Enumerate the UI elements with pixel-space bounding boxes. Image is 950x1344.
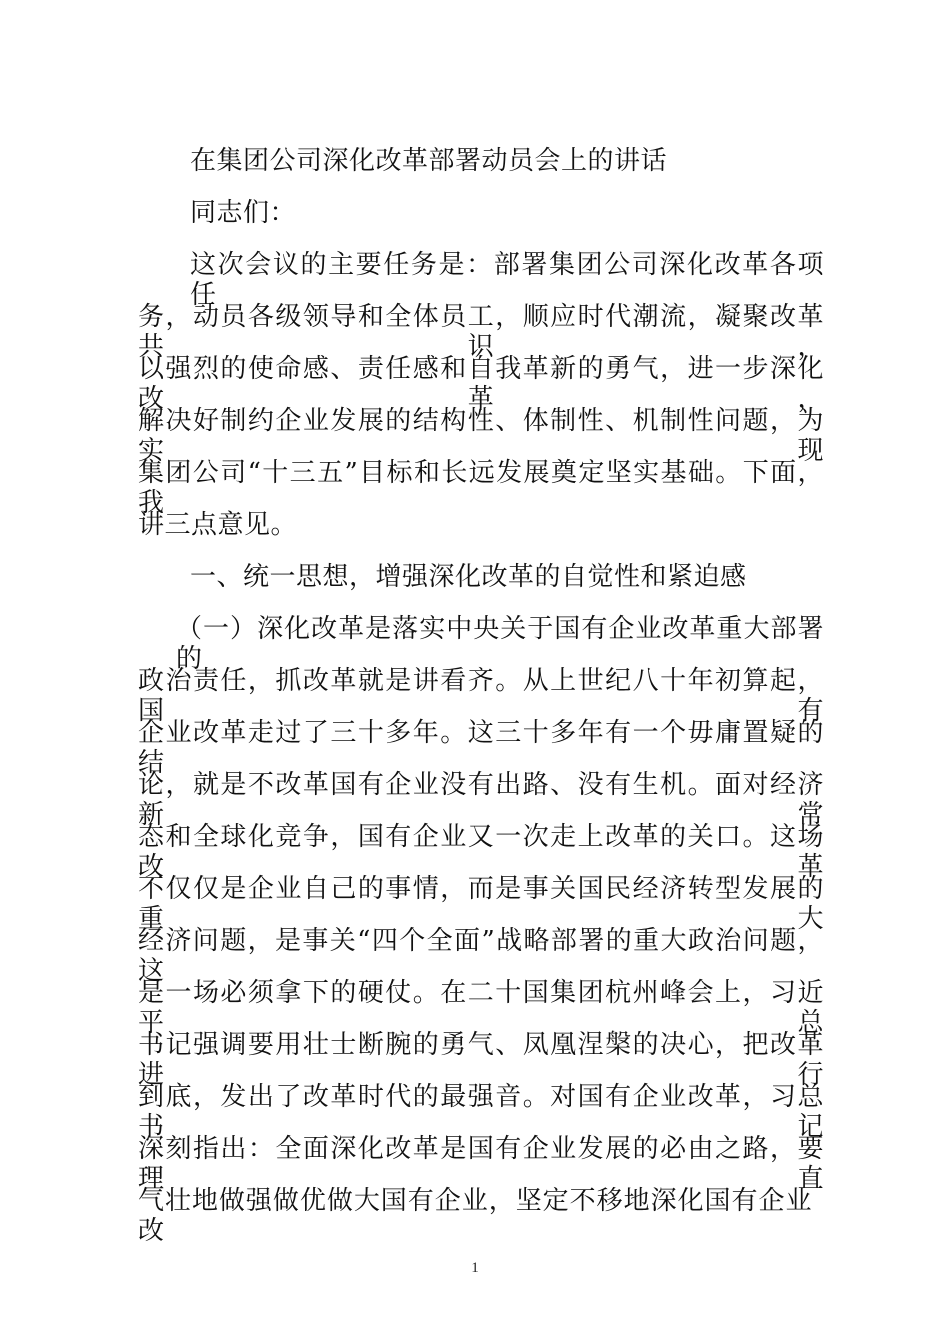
section-heading: 一、统一思想，增强深化改革的自觉性和紧迫感 [190, 562, 747, 592]
paragraph-line: 集团公司“十三五”目标和长远发展奠定坚实基础。下面，我 [138, 458, 824, 518]
paragraph-line: 以强烈的使命感、责任感和自我革新的勇气，进一步深化改革， [138, 354, 824, 414]
salutation: 同志们： [190, 198, 297, 228]
paragraph-line: 不仅仅是企业自己的事情，而是事关国民经济转型发展的重大 [138, 874, 824, 934]
paragraph-line: 深刻指出：全面深化改革是国有企业发展的必由之路，要理直 [138, 1134, 824, 1194]
paragraph-line: 务，动员各级领导和全体员工，顺应时代潮流，凝聚改革共识， [138, 302, 824, 362]
paragraph-line: 论，就是不改革国有企业没有出路、没有生机。面对经济新常 [138, 770, 824, 830]
paragraph-line: 是一场必须拿下的硬仗。在二十国集团杭州峰会上，习近平总 [138, 978, 824, 1038]
paragraph-line: 书记强调要用壮士断腕的勇气、凤凰涅槃的决心，把改革进行 [138, 1030, 824, 1090]
paragraph-line: （一）深化改革是落实中央关于国有企业改革重大部署的 [176, 614, 824, 674]
paragraph-line: 到底，发出了改革时代的最强音。对国有企业改革，习总书记 [138, 1082, 824, 1142]
document-title: 在集团公司深化改革部署动员会上的讲话 [190, 146, 668, 176]
page-number: 1 [471, 1260, 479, 1276]
paragraph-line: 这次会议的主要任务是：部署集团公司深化改革各项任 [190, 250, 824, 310]
paragraph-line: 政治责任，抓改革就是讲看齐。从上世纪八十年初算起，国有 [138, 666, 824, 726]
paragraph-line: 经济问题，是事关“四个全面”战略部署的重大政治问题，这 [138, 926, 824, 986]
paragraph-line: 企业改革走过了三十多年。这三十多年有一个毋庸置疑的结 [138, 718, 824, 778]
paragraph-line: 解决好制约企业发展的结构性、体制性、机制性问题，为实现 [138, 406, 824, 466]
paragraph-line: 气壮地做强做优做大国有企业，坚定不移地深化国有企业改 [138, 1186, 812, 1246]
paragraph-line: 讲三点意见。 [138, 510, 298, 540]
paragraph-line: 态和全球化竞争，国有企业又一次走上改革的关口。这场改革 [138, 822, 824, 882]
